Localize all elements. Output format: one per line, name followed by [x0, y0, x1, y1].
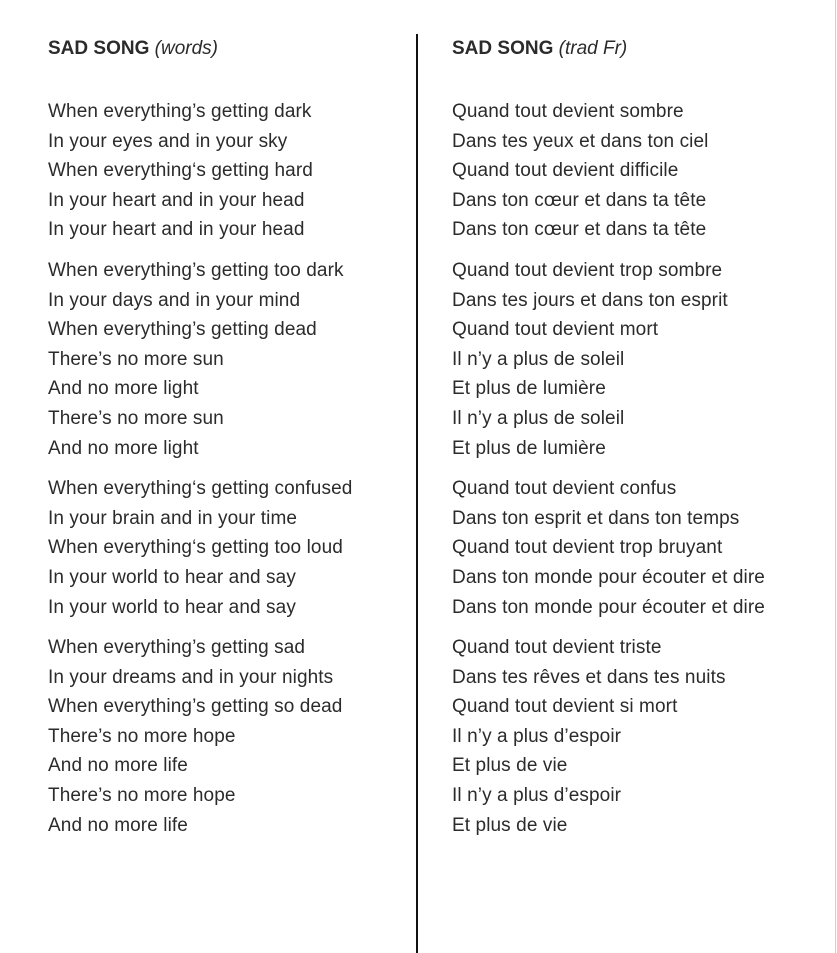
english-stanzas [48, 97, 408, 840]
lyric-line: In your heart and in your head [48, 219, 305, 241]
lyric-line: In your dreams and in your nights [48, 666, 334, 688]
french-stanzas [452, 97, 832, 840]
lyric-line: In your days and in your mind [48, 289, 301, 311]
lyric-line: In your eyes and in your sky [48, 130, 288, 152]
lyric-line: Et plus de vie [452, 755, 568, 777]
lyric-line: Dans ton cœur et dans ta tête [452, 219, 707, 241]
lyric-line: Dans tes jours et dans ton esprit [452, 289, 728, 311]
lyric-line: Il n’y a plus de soleil [452, 348, 625, 370]
lyric-line: In your brain and in your time [48, 507, 298, 529]
lyric-line: Dans tes yeux et dans ton ciel [452, 130, 709, 152]
lyric-line: Quand tout devient sombre [452, 101, 684, 122]
lyric-line: And no more life [48, 814, 188, 836]
lyric-line: And no more life [48, 755, 188, 777]
lyric-line: There’s no more hope [48, 725, 236, 747]
lyric-line: When everything‘s getting confused [48, 478, 353, 500]
lyric-line: Il n’y a plus de soleil [452, 407, 625, 429]
lyric-line: Quand tout devient trop bruyant [452, 537, 723, 559]
stanza [48, 474, 408, 622]
lyric-line: Et plus de vie [452, 814, 568, 836]
lyric-line: Il n’y a plus d’espoir [452, 725, 622, 747]
lyric-line: Quand tout devient trop sombre [452, 259, 723, 281]
lyric-line: Dans ton monde pour écouter et dire [452, 566, 765, 588]
stanza [452, 256, 832, 463]
page-edge-line [835, 0, 836, 953]
lyric-line: Dans ton monde pour écouter et dire [452, 596, 765, 618]
lyric-line: There’s no more hope [48, 785, 236, 807]
lyric-line: Quand tout devient mort [452, 319, 659, 341]
english-title-main: SAD SONG [48, 38, 150, 59]
lyric-line: Dans ton cœur et dans ta tête [452, 189, 707, 211]
lyric-line: Quand tout devient si mort [452, 696, 678, 718]
lyric-line: Quand tout devient confus [452, 478, 677, 500]
lyric-line: Quand tout devient difficile [452, 160, 679, 182]
lyric-line: Et plus de lumière [452, 378, 606, 400]
stanza [48, 256, 408, 463]
lyric-line: And no more light [48, 378, 199, 400]
column-divider [416, 34, 418, 953]
lyric-line: When everything’s getting so dead [48, 696, 343, 718]
lyric-line: In your heart and in your head [48, 189, 305, 211]
english-title [48, 36, 408, 62]
lyric-line: When everything‘s getting too loud [48, 537, 343, 559]
lyric-line: There’s no more sun [48, 348, 224, 370]
lyric-line: And no more light [48, 437, 199, 459]
lyric-line: When everything‘s getting hard [48, 160, 313, 182]
lyric-line: In your world to hear and say [48, 566, 296, 588]
french-title [452, 36, 832, 62]
lyric-line: In your world to hear and say [48, 596, 296, 618]
lyric-line: Quand tout devient triste [452, 637, 662, 659]
lyric-line: Dans ton esprit et dans ton temps [452, 507, 740, 529]
french-title-main: SAD SONG [452, 38, 554, 59]
lyric-line: When everything’s getting dark [48, 101, 312, 122]
lyric-line: When everything’s getting dead [48, 319, 317, 341]
stanza [48, 633, 408, 840]
lyric-line: When everything’s getting sad [48, 637, 306, 659]
french-title-sub: (trad Fr) [558, 38, 628, 59]
lyric-line: Il n’y a plus d’espoir [452, 785, 622, 807]
lyrics-column-french [452, 36, 832, 851]
lyric-line: There’s no more sun [48, 407, 224, 429]
lyric-line: Dans tes rêves et dans tes nuits [452, 666, 726, 688]
stanza [452, 633, 832, 840]
stanza [48, 97, 408, 245]
lyrics-column-english [48, 36, 408, 851]
lyric-line: Et plus de lumière [452, 437, 606, 459]
lyric-line: When everything’s getting too dark [48, 259, 344, 281]
stanza [452, 97, 832, 245]
stanza [452, 474, 832, 622]
english-title-sub: (words) [154, 38, 218, 59]
